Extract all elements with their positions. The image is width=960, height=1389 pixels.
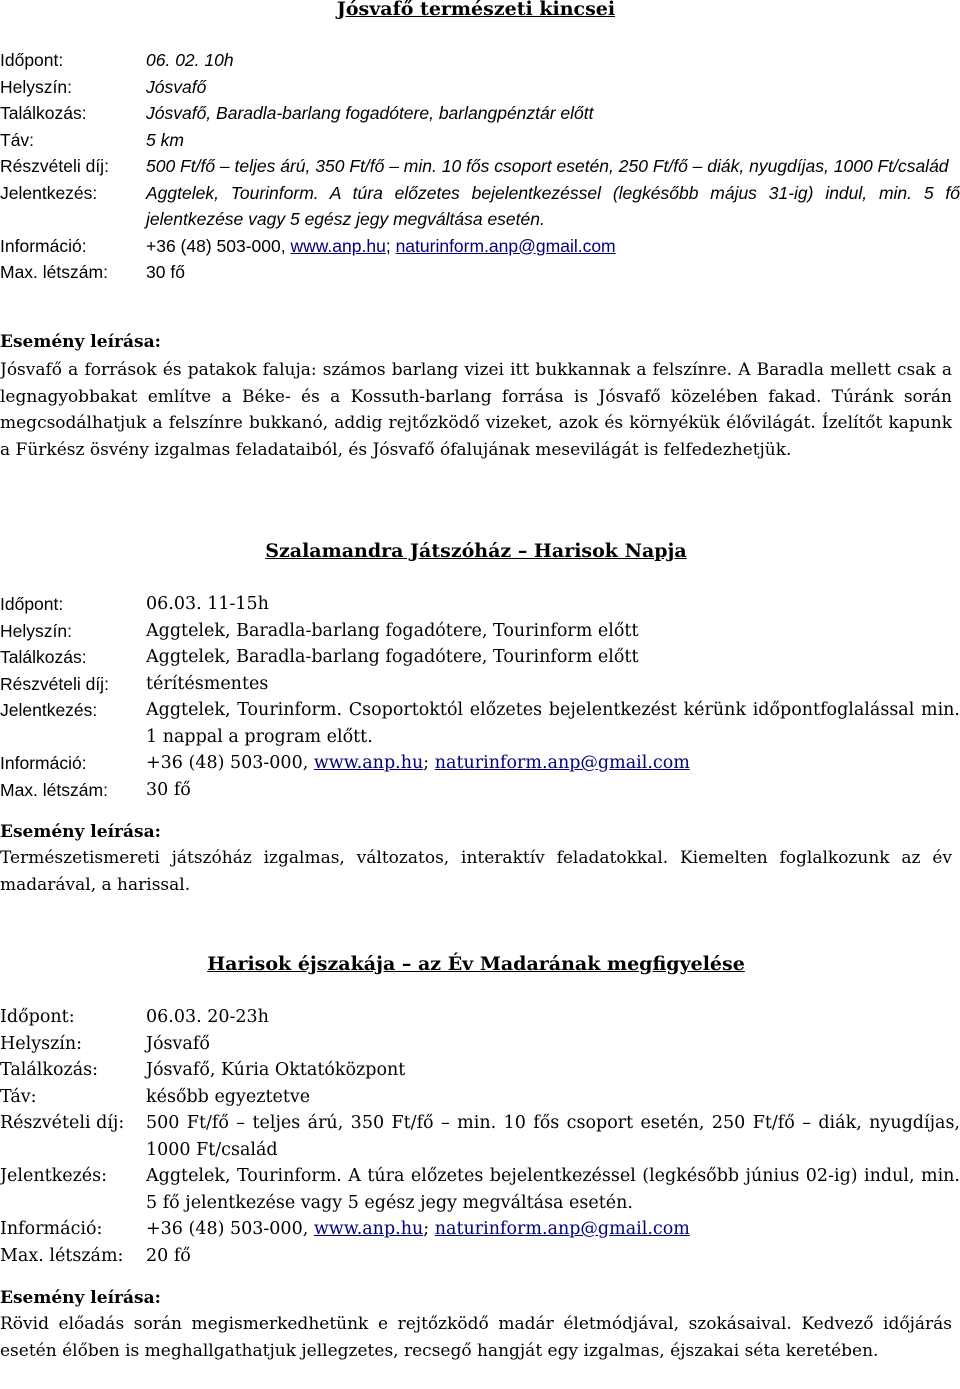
event-3-row-registration: Jelentkezés: Aggtelek, Tourinform. A túra előzetes bejelentkezéssel (legkésőbb június 02-ig) indul, min. 5 fő jelentkezése vagy 5 egész jegy megváltása esetén. xyxy=(0,1166,960,1213)
event-1-title: Jósvafő természeti kincsei xyxy=(336,0,616,20)
phone-number: +36 (48) 503-000, xyxy=(146,235,291,256)
email-link[interactable]: naturinform.anp@gmail.com xyxy=(395,235,616,256)
event-1-row-info: Információ: +36 (48) 503-000, www.anp.hu; naturinform.anp@gmail.com xyxy=(0,235,616,256)
event-2-row-meeting: Találkozás: Aggtelek, Baradla-barlang fogadótere, Tourinform előtt xyxy=(0,647,639,667)
event-2-title: Szalamandra Játszóház – Harisok Napja xyxy=(265,540,687,562)
event-1-row-registration: Jelentkezés: Aggtelek, Tourinform. A túra előzetes bejelentkezéssel (legkésőbb május 31-ig) indul, min. 5 fő jelentkezése vagy 5 egész jegy megváltása esetén. xyxy=(0,182,960,229)
event-3-row-time: Időpont: 06.03. 20-23h xyxy=(0,1007,269,1027)
website-link[interactable]: www.anp.hu xyxy=(290,235,386,256)
event-1-info-table xyxy=(0,47,960,286)
email-link[interactable]: naturinform.anp@gmail.com xyxy=(434,753,690,773)
email-link[interactable]: naturinform.anp@gmail.com xyxy=(434,1219,690,1239)
event-2-row-time: Időpont: 06.03. 11-15h xyxy=(0,594,269,614)
event-3-row-place: Helyszín: Jósvafő xyxy=(0,1033,210,1054)
event-2-desc-label: Esemény leírása: xyxy=(0,822,161,842)
event-3-desc-label: Esemény leírása: xyxy=(0,1288,161,1308)
event-1-row-max: Max. létszám: 30 fő xyxy=(0,262,185,282)
event-3-row-distance: Táv: később egyeztetve xyxy=(0,1086,311,1107)
website-link[interactable]: www.anp.hu xyxy=(313,1219,424,1239)
event-1-row-fee: Részvételi díj: 500 Ft/fő – teljes árú, 350 Ft/fő – min. 10 fős csoport esetén, 250 Ft/fő – diák, nyugdíjas, 1000 Ft/család xyxy=(0,156,949,176)
event-1-desc-label: Esemény leírása: xyxy=(0,332,161,352)
event-1-row-place: Helyszín: Jósvafő xyxy=(0,76,207,97)
phone-number: +36 (48) 503-000, xyxy=(146,1219,314,1239)
event-2-description: Természetismereti játszóház izgalmas, változatos, interaktív feladatokkal. Kiemelten foglalkozunk az év madarával, a harissal. xyxy=(0,848,952,895)
event-2-info-table xyxy=(0,591,960,803)
event-3-row-fee: Részvételi díj: 500 Ft/fő – teljes árú, 350 Ft/fő – min. 10 fős csoport esetén, 250 Ft/fő – diák, nyugdíjas, 1000 Ft/család xyxy=(0,1113,960,1160)
event-2-row-fee: Részvételi díj: térítésmentes xyxy=(0,673,269,694)
event-3-title: Harisok éjszakája – az Év Madarának megfigyelése xyxy=(207,953,745,975)
website-link[interactable]: www.anp.hu xyxy=(313,753,424,773)
event-3-info-table xyxy=(0,1004,960,1269)
event-2-row-registration: Jelentkezés: Aggtelek, Tourinform. Csoportoktól előzetes bejelentkezést kérünk időpontfoglalással min. 1 nappal a program előtt. xyxy=(0,700,960,747)
event-2-row-max: Max. létszám: 30 fő xyxy=(0,779,191,800)
phone-number: +36 (48) 503-000, xyxy=(146,753,314,773)
event-2-row-info: Információ: +36 (48) 503-000, www.anp.hu; naturinform.anp@gmail.com xyxy=(0,753,690,773)
event-1-row-distance: Táv: 5 km xyxy=(0,129,184,150)
event-1-description: Jósvafő a források és patakok faluja: számos barlang vizei itt bukkannak a felszínre. A Baradla mellett csak a legnagyobbakat említve a Béke- és a Kossuth-barlang forrása is Jósvafő közelében fakad. Túránk során megcsodálhatjuk a felszínre bukkanó, addig rejtőzködő vizeket, azok és környékük élővilágát. Ízelítőt kapunk a Fürkész ösvény izgalmas feladataiból, és Jósvafő ófalujának mesevilágát is felfedezhetjük. xyxy=(0,360,952,460)
event-3-row-max: Max. létszám: 20 fő xyxy=(0,1245,191,1266)
event-1-row-meeting: Találkozás: Jósvafő, Baradla-barlang fogadótere, barlangpénztár előtt xyxy=(0,103,594,123)
event-3-row-info: Információ: +36 (48) 503-000, www.anp.hu; naturinform.anp@gmail.com xyxy=(0,1219,690,1239)
event-3-row-meeting: Találkozás: Jósvafő, Kúria Oktatóközpont xyxy=(0,1060,406,1080)
event-1-row-time: Időpont: 06. 02. 10h xyxy=(0,50,234,70)
event-3-description: Rövid előadás során megismerkedhetünk e rejtőzködő madár életmódjával, szokásaival. Kedvező időjárás esetén élőben is meghallgathatjuk jellegzetes, recsegő hangját egy izgalmas, éjszakai séta keretében. xyxy=(0,1314,952,1361)
event-2-row-place: Helyszín: Aggtelek, Baradla-barlang fogadótere, Tourinform előtt xyxy=(0,620,639,641)
